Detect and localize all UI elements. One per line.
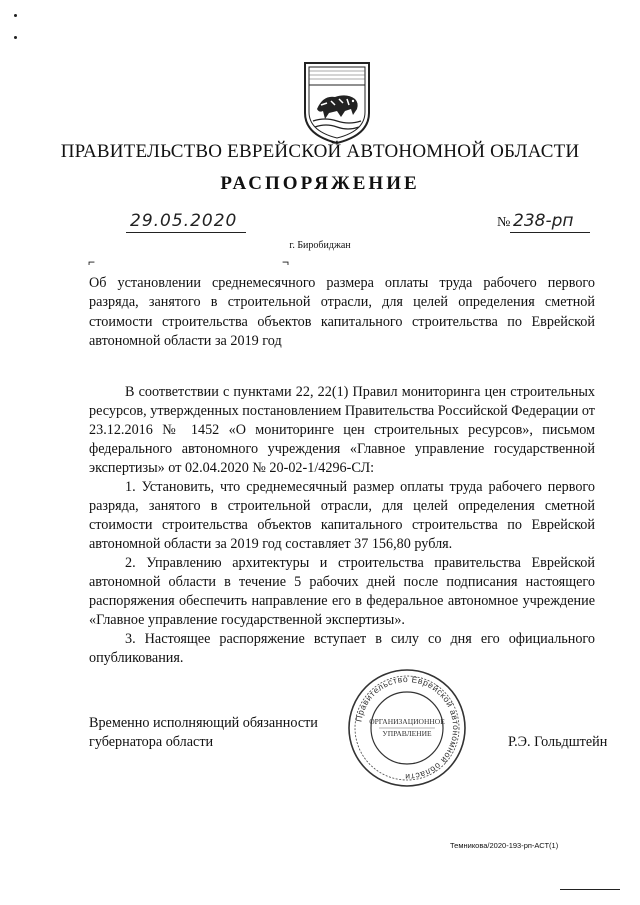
document-subject: Об установлении среднемесячного размера оплаты труда рабочего первого разряда, занятого в строительной отрасли, для целей определения сметной стоимости строительства объектов капитального строительства по Еврейской автономной области за 2019 год xyxy=(89,275,595,350)
signatory-title: Временно исполняющий обязанности губернатора области xyxy=(89,715,318,751)
emblem-tiger-icon xyxy=(317,95,358,119)
document-type-heading: РАСПОРЯЖЕНИЕ xyxy=(220,173,420,194)
organization-title: ПРАВИТЕЛЬСТВО ЕВРЕЙСКОЙ АВТОНОМНОЙ ОБЛАСТИ xyxy=(60,141,580,162)
document-body xyxy=(89,383,595,668)
seal-center-line-2: УПРАВЛЕНИЕ xyxy=(382,729,432,738)
subject-bracket-right: ¬ xyxy=(282,255,290,269)
body-item-3: 3. Настоящее распоряжение вступает в силу со дня его официального опубликования. xyxy=(89,631,595,666)
body-preamble: В соответствии с пунктами 22, 22(1) Правил мониторинга цен строительных ресурсов, утвержденных постановлением Правительства Российской Федерации от 23.12.2016 № 1452 «О мониторинге цен строительных ресурсов», письмом федерального автономного учреждения «Главное управление государственной экспертизы» от 02.04.2020 № 20-02-1/4296-СЛ: xyxy=(89,384,595,476)
signatory-name: Р.Э. Гольдштейн xyxy=(508,734,608,750)
emblem-top-band xyxy=(309,67,365,85)
footer-reference: Темникова/2020-193-рп-АСТ(1) xyxy=(450,841,559,850)
official-seal xyxy=(345,666,469,790)
scan-mark-dot xyxy=(14,14,17,17)
number-underline xyxy=(510,232,590,233)
document-number-label: № xyxy=(497,215,511,230)
seal-center-line-1: ОРГАНИЗАЦИОННОЕ xyxy=(369,717,445,726)
scan-mark-dot xyxy=(14,36,17,39)
body-item-1: 1. Установить, что среднемесячный размер оплаты труда рабочего первого разряда, занятого в строительной отрасли, для целей определения сметной стоимости строительства объектов капитального строительства по Еврейской автономной области за 2019 год составляет 37 156,80 рубля. xyxy=(89,479,595,552)
coat-of-arms-emblem xyxy=(301,55,373,145)
subject-bracket-left: ⌐ xyxy=(88,255,96,269)
emblem-bottom-waves xyxy=(313,119,361,129)
document-date: 29.05.2020 xyxy=(130,211,238,231)
footer-line xyxy=(560,889,620,890)
date-underline xyxy=(126,232,246,233)
body-item-2: 2. Управлению архитектуры и строительства правительства Еврейской автономной области в течение 5 рабочих дней после подписания настоящего распоряжения обеспечить направление его в федеральное автономное учреждение «Главное управление государственной экспертизы». xyxy=(89,555,595,628)
seal-outer-text: Правительство Еврейской автономной области xyxy=(353,673,462,783)
document-number: 238-рп xyxy=(513,211,574,231)
city-line: г. Биробиджан xyxy=(289,240,351,251)
